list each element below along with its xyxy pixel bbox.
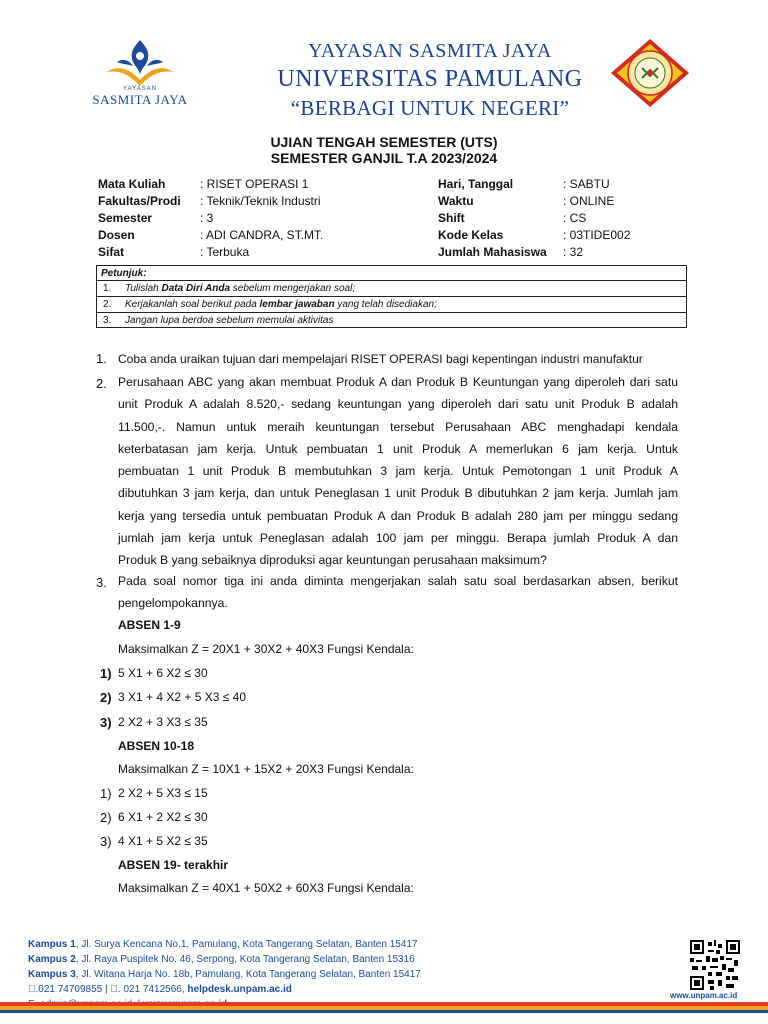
info-value: : ADI CANDRA, ST.MT. (200, 228, 324, 242)
info-value: : 3 (200, 211, 214, 225)
campus-label: Kampus 2 (28, 954, 76, 965)
semester-title: SEMESTER GANJIL T.A 2023/2024 (270, 150, 498, 166)
info-value: : SABTU (563, 177, 610, 191)
question-3-line: pengelompokannya. (118, 596, 228, 611)
info-value: : 03TIDE002 (563, 228, 631, 242)
campus-1 (28, 937, 421, 952)
info-label: Hari, Tanggal (438, 177, 514, 191)
qr-code-icon (690, 940, 740, 990)
instruction-text: Tulislah (125, 283, 162, 294)
info-label: Dosen (98, 228, 135, 242)
question-2-line: Produk B yang sebaiknya diproduksi agar keuntungan perusahaan maksimum? (118, 553, 547, 568)
instruction-text: Kerjakanlah soal berikut pada (125, 299, 260, 310)
constraint-text: 2 X2 + 5 X3 ≤ 15 (118, 786, 208, 800)
campus-address: , Jl. Witana Harja No. 18b, Pamulang, Kota Tangerang Selatan, Banten 15417 (75, 969, 421, 980)
info-row (98, 210, 323, 227)
constraint-text: 3 X1 + 4 X2 + 5 X3 ≤ 40 (118, 690, 247, 704)
sasmita-jaya-logo (92, 36, 188, 116)
question-3-number: 3. (96, 575, 107, 590)
logo-small-text: YAYASAN (122, 86, 157, 92)
group-3-title: ABSEN 19- terakhir (118, 858, 229, 872)
info-label: Mata Kuliah (98, 177, 166, 191)
qr-code (690, 940, 740, 990)
group-1-title: ABSEN 1-9 (118, 618, 181, 632)
constraint-text: 4 X1 + 5 X2 ≤ 35 (118, 834, 208, 848)
campus-label: Kampus 3 (28, 969, 76, 980)
info-row (98, 244, 323, 261)
info-value: : ONLINE (563, 194, 615, 208)
info-label: Sifat (98, 245, 125, 259)
campus-address: , Jl. Raya Puspitek No. 46, Serpong, Kota Tangerang Selatan, Banten 15316 (75, 954, 415, 965)
question-3-line: Pada soal nomor tiga ini anda diminta mengerjakan salah satu soal berdasarkan absen, berikut (118, 574, 678, 588)
info-label: Waktu (438, 194, 474, 208)
constraint-number: 3) (100, 715, 112, 730)
info-label: Jumlah Mahasiswa (438, 245, 547, 259)
phone-line (28, 982, 421, 997)
footer-addresses (28, 937, 421, 1012)
info-right (438, 176, 630, 261)
info-label: Kode Kelas (438, 228, 504, 242)
constraint-number: 1) (100, 666, 112, 681)
instruction-number: 1. (103, 283, 112, 294)
exam-title: UJIAN TENGAH SEMESTER (UTS) (270, 134, 498, 150)
group-3-objective: Maksimalkan Z = 40X1 + 50X2 + 60X3 Fungsi Kendala: (118, 881, 414, 895)
group-2-title: ABSEN 10-18 (118, 739, 195, 753)
university-name: UNIVERSITAS PAMULANG (277, 66, 583, 92)
campus-label: Kampus 1 (28, 939, 76, 950)
info-label: Shift (438, 211, 465, 225)
info-row (98, 193, 323, 210)
instructions-title: Petunjuk: (101, 268, 147, 279)
question-2-line: keterbatasan jam kerja. Untuk pembuatan 1 unit Produk A memerlukan 6 jam kerja. Untuk (118, 441, 678, 456)
info-row (438, 176, 630, 193)
question-2-line: Perusahaan ABC yang akan membuat Produk A dan Produk B Keuntungan yang diperoleh dari satu (118, 375, 678, 389)
instruction-item (97, 296, 686, 312)
sasmita-jaya-emblem-icon (105, 36, 175, 88)
group-2-objective: Maksimalkan Z = 10X1 + 15X2 + 20X3 Fungsi Kendala: (118, 762, 414, 776)
question-2-text (118, 371, 678, 572)
unpam-seal-icon (610, 38, 690, 108)
question-1-text: Coba anda uraikan tujuan dari mempelajari RISET OPERASI bagi kepentingan industri manufaktur (118, 352, 643, 366)
qr-caption: www.unpam.ac.id (670, 991, 738, 1000)
question-2-line: jumlah jam kerja untuk Peneglasan adalah 100 jam per minggu. Berapa jumlah Produk A dan (118, 531, 678, 546)
question-3-text (118, 570, 678, 615)
question-2-line: 11.500,-. Namun untuk meraih keuntungan tersebut Perusahaan ABC menghadapi kendala (118, 419, 678, 434)
phone-numbers: .021 74709855 | . 021 7412566, (28, 984, 173, 995)
info-left (98, 176, 323, 261)
instruction-item (97, 312, 686, 328)
question-2-number: 2. (96, 376, 107, 391)
campus-3 (28, 967, 421, 982)
info-row (438, 227, 630, 244)
constraint-text: 5 X1 + 6 X2 ≤ 30 (118, 666, 208, 680)
info-value: : Teknik/Teknik Industri (200, 194, 321, 208)
info-value: : RISET OPERASI 1 (200, 177, 309, 191)
unpam-seal (610, 38, 690, 108)
info-row (438, 244, 630, 261)
instruction-text: yang telah disediakan; (334, 299, 437, 310)
instruction-number: 3. (103, 315, 112, 326)
logo-name: SASMITA JAYA (92, 92, 188, 107)
motto: “BERBAGI UNTUK NEGERI” (290, 96, 570, 120)
instruction-text: Jangan lupa berdoa sebelum memulai aktivitas (125, 315, 334, 326)
info-row (98, 176, 323, 193)
constraint-number: 2) (100, 810, 112, 825)
footer-color-bars (0, 1002, 768, 1024)
info-row (438, 210, 630, 227)
group-1-objective: Maksimalkan Z = 20X1 + 30X2 + 40X3 Fungsi Kendala: (118, 642, 414, 656)
info-row (438, 193, 630, 210)
info-value: : Terbuka (200, 245, 250, 259)
question-2-line: pembuatan 1 unit Produk B membutuhkan 3 jam kerja. Untuk Pemotongan 1 unit Produk A (118, 464, 678, 479)
question-2-line: kerja yang tersedia untuk pembuatan Produk A dan Produk B adalah 280 jam per minggu sedang (118, 508, 678, 523)
constraint-number: 1) (100, 786, 112, 801)
instruction-item (97, 280, 686, 296)
info-value: : 32 (563, 245, 584, 259)
campus-address: , Jl. Surya Kencana No.1, Pamulang, Kota Tangerang Selatan, Banten 15417 (75, 939, 418, 950)
instructions-box (96, 265, 687, 328)
footer-bar-blue (0, 1010, 768, 1013)
info-value: : CS (563, 211, 587, 225)
constraint-text: 2 X2 + 3 X3 ≤ 35 (118, 715, 208, 729)
question-1-number: 1. (96, 351, 107, 366)
question-2-line: dibutuhkan 3 jam kerja, dan untuk Peneglasan 1 unit Produk B dibutuhkan 2 jam kerja. Jumlah jam (118, 486, 678, 501)
helpdesk-link[interactable]: helpdesk.unpam.ac.id (172, 984, 277, 995)
constraint-text: 6 X1 + 2 X2 ≤ 30 (118, 810, 208, 824)
constraint-number: 2) (100, 690, 112, 705)
constraint-number: 3) (100, 834, 112, 849)
letterhead (240, 38, 620, 122)
info-label: Semester (98, 211, 153, 225)
instruction-text: sebelum mengerjakan soal; (230, 283, 356, 294)
foundation-name: YAYASAN SASMITA JAYA (308, 40, 552, 62)
instruction-number: 2. (103, 299, 112, 310)
info-row (98, 227, 323, 244)
instruction-emphasis: Data Diri Anda (161, 283, 231, 294)
info-label: Fakultas/Prodi (98, 194, 181, 208)
instruction-emphasis: lembar jawaban (259, 299, 335, 310)
campus-2 (28, 952, 421, 967)
question-2-line: unit Produk A adalah 8.520,- sedang keuntungan yang diperoleh dari satu unit Produk B adalah (118, 397, 678, 412)
